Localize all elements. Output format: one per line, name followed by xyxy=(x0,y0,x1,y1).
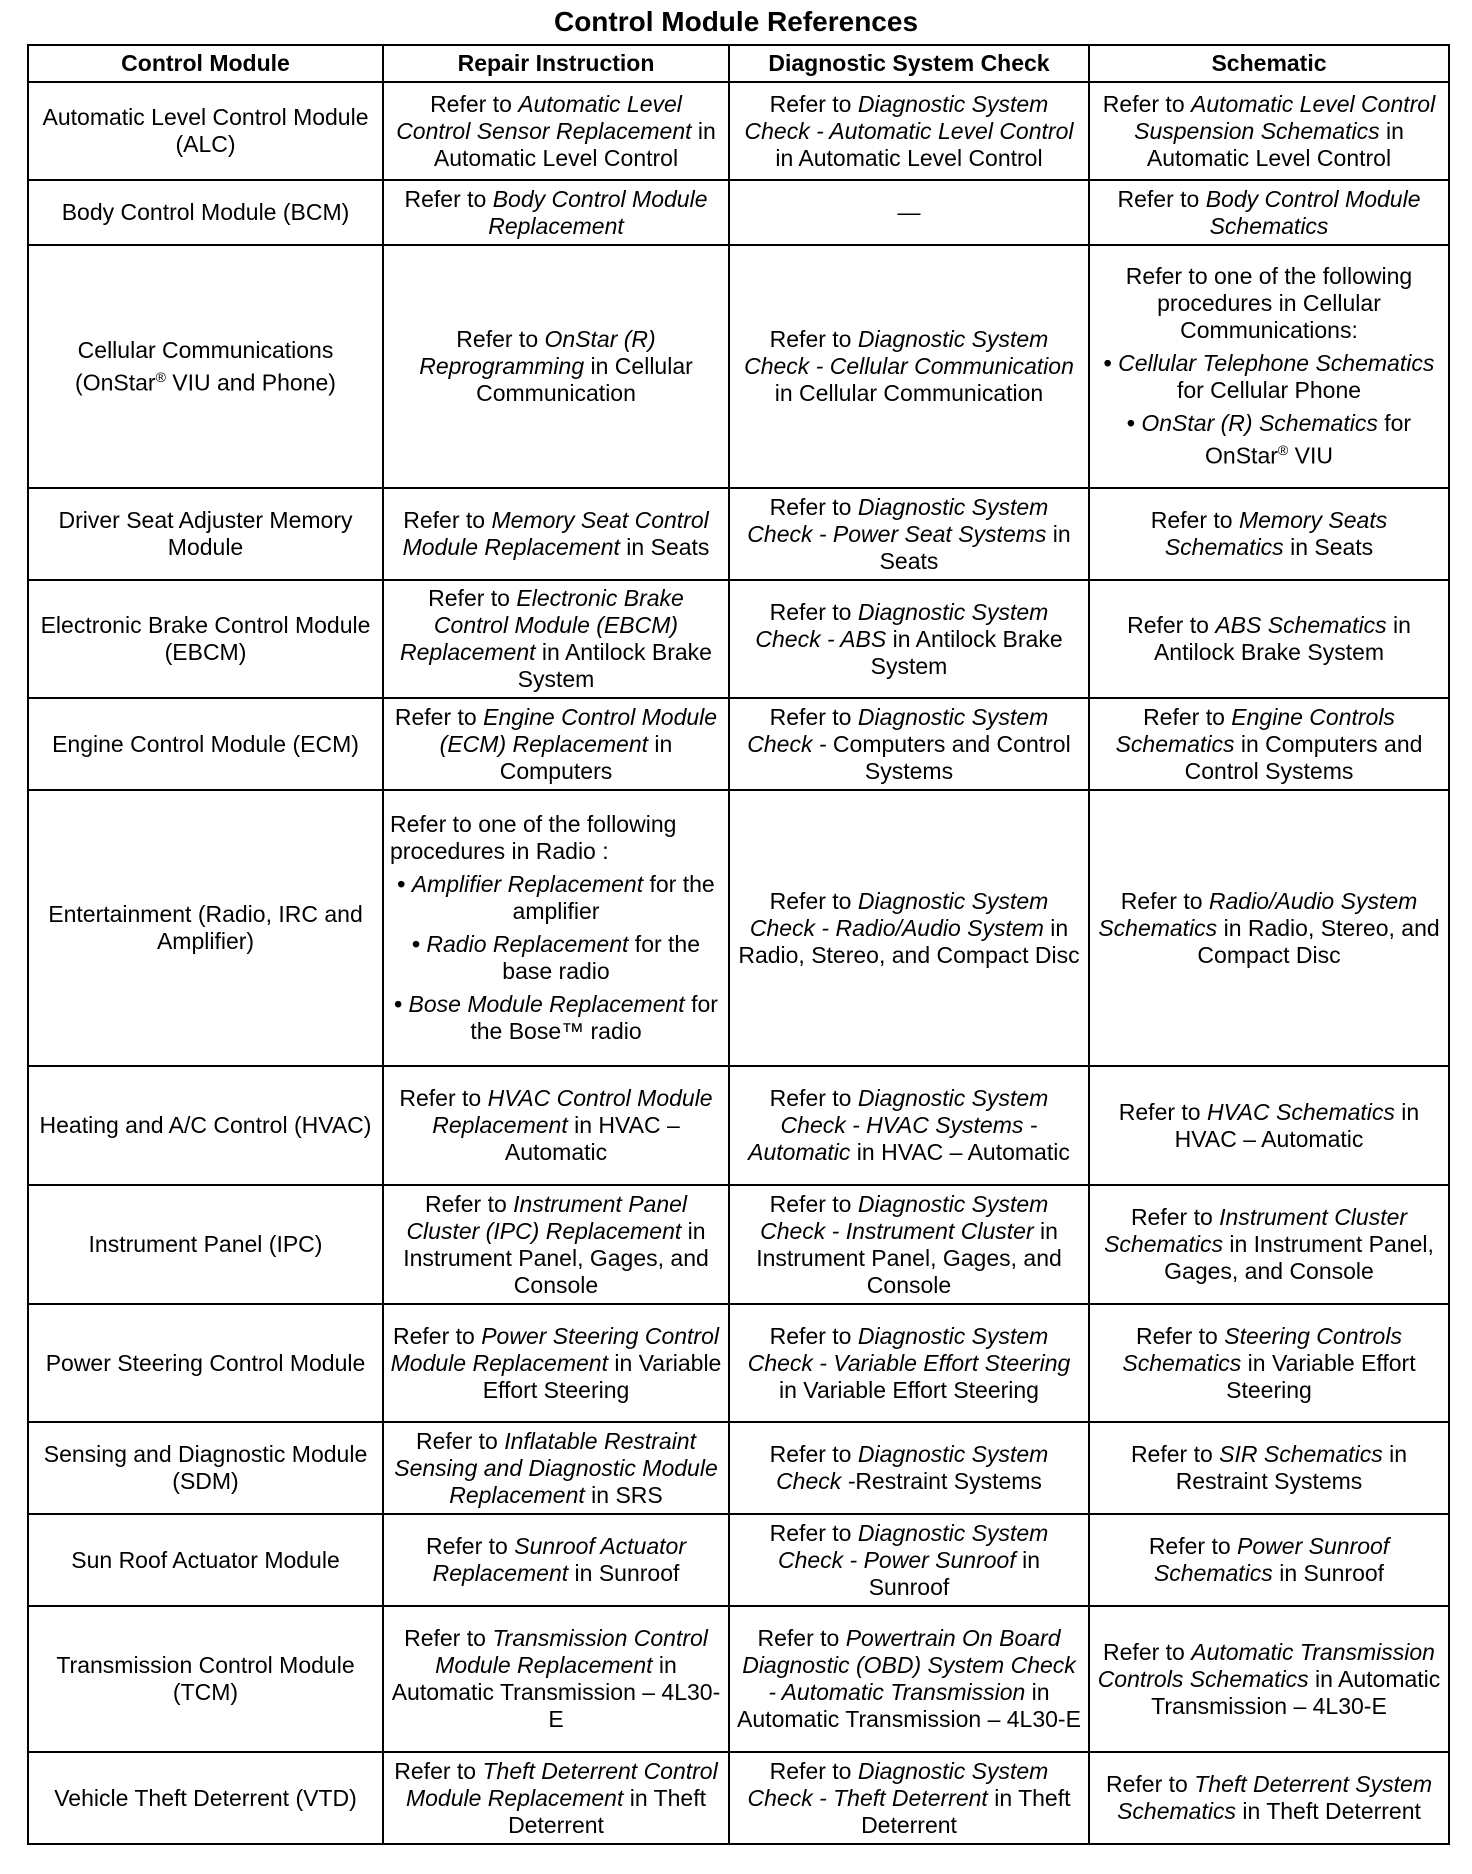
diag-cell xyxy=(729,1514,1089,1606)
reference-link-text: Bose Module Replacement xyxy=(408,991,685,1017)
reference-link-text: Memory Seats Schematics xyxy=(1164,507,1388,560)
module-name: VIU and Phone) xyxy=(165,369,336,396)
table-row xyxy=(28,1752,1449,1844)
diag-cell xyxy=(729,1422,1089,1514)
reference-link-text: Sunroof Actuator Replacement xyxy=(432,1533,686,1586)
module-cell xyxy=(28,488,383,580)
reference-link-text: Powertrain On Board Diagnostic (OBD) System Check - Automatic Transmission xyxy=(742,1625,1076,1705)
module-name: (OnStar xyxy=(75,369,156,396)
module-cell xyxy=(28,82,383,180)
repair-cell xyxy=(383,488,729,580)
cell-text: Refer to xyxy=(1102,90,1192,117)
list-item xyxy=(390,931,722,985)
cell-text: Refer to xyxy=(1120,887,1209,914)
cell-text: in Sunroof xyxy=(868,1546,1041,1600)
cell-text: Refer to one of the following procedures in Cellular Communications: xyxy=(1125,263,1413,344)
table-row xyxy=(28,698,1449,790)
cell-text: Refer to xyxy=(404,1625,493,1651)
cell-text: in Sunroof xyxy=(568,1560,680,1586)
cell-text: for the base radio xyxy=(502,931,701,984)
page-title: Control Module References xyxy=(553,6,919,37)
list-item xyxy=(1096,350,1442,404)
cell-text: VIU xyxy=(1288,442,1333,469)
cell-text: for OnStar xyxy=(1205,410,1412,469)
cell-text: in Sunroof xyxy=(1272,1560,1385,1586)
repair-cell xyxy=(383,1185,729,1304)
cell-text: in Automatic Transmission – 4L30-E xyxy=(1151,1665,1441,1719)
module-cell xyxy=(28,1422,383,1514)
reference-link-text: Inflatable Restraint Sensing and Diagnostic Module Replacement xyxy=(394,1427,718,1508)
cell-text: in Automatic Transmission – 4L30-E xyxy=(391,1652,721,1732)
reference-link-text: Diagnostic System Check - ABS xyxy=(755,598,1049,652)
reference-link-text: Instrument Panel Cluster (IPC) Replacement xyxy=(406,1190,688,1244)
table-row xyxy=(28,245,1449,488)
cell-text: in SRS xyxy=(584,1481,663,1508)
repair-cell xyxy=(383,1606,729,1752)
table-row xyxy=(28,1514,1449,1606)
reference-link-text: Power Steering Control Module Replacement xyxy=(390,1322,719,1376)
repair-cell xyxy=(383,580,729,698)
table-row xyxy=(28,488,1449,580)
module-cell xyxy=(28,790,383,1066)
module-name: Sun Roof Actuator Module xyxy=(71,1546,340,1573)
module-name: Entertainment (Radio, IRC and Amplifier) xyxy=(48,901,363,954)
module-name: Power Steering Control Module xyxy=(45,1349,366,1376)
diag-cell xyxy=(729,698,1089,790)
diag-cell xyxy=(729,180,1089,245)
cell-text: Refer to xyxy=(769,598,858,625)
schem-cell xyxy=(1089,1304,1449,1422)
reference-link-text: Diagnostic System Check - Radio/Audio System xyxy=(749,887,1049,941)
module-cell xyxy=(28,580,383,698)
module-cell xyxy=(28,245,383,488)
reference-link-text: Steering Controls Schematics xyxy=(1122,1322,1402,1376)
cell-text: Refer to xyxy=(1103,1638,1192,1665)
cell-text: Refer to xyxy=(769,1441,858,1467)
list-item xyxy=(390,871,722,925)
diag-cell xyxy=(729,790,1089,1066)
diag-cell xyxy=(729,1752,1089,1844)
cell-text: in HVAC – Automatic xyxy=(850,1139,1070,1165)
module-cell xyxy=(28,1066,383,1185)
cell-text: in Instrument Panel, Gages, and Console xyxy=(403,1217,709,1298)
cell-text: Refer to xyxy=(769,90,858,117)
reference-link-text: ABS Schematics xyxy=(1215,612,1387,638)
cell-text: in HVAC – Automatic xyxy=(1174,1098,1420,1152)
reference-link-text: Body Control Module Replacement xyxy=(488,185,708,239)
cell-text: Refer to one of the following procedures in Radio : xyxy=(390,811,677,864)
bullet-icon: • xyxy=(1103,350,1112,377)
registered-mark: ® xyxy=(1277,442,1289,459)
cell-text: Refer to xyxy=(430,90,519,117)
table-row xyxy=(28,1066,1449,1185)
cell-text: Restraint Systems xyxy=(855,1468,1042,1494)
cell-text: in Antilock Brake System xyxy=(870,625,1063,679)
repair-cell xyxy=(383,698,729,790)
module-name: Cellular Communications xyxy=(77,336,334,363)
diag-cell xyxy=(729,580,1089,698)
cell-text: Refer to xyxy=(757,1625,846,1651)
reference-link-text: Transmission Control Module Replacement xyxy=(435,1625,708,1678)
module-cell xyxy=(28,1304,383,1422)
reference-link-text: Diagnostic System Check - xyxy=(776,1441,1049,1494)
cell-text: Refer to xyxy=(1136,1322,1225,1349)
cell-text: Refer to xyxy=(403,507,492,533)
cell-text: Refer to xyxy=(428,585,517,611)
cell-text: Refer to xyxy=(769,703,858,730)
cell-text: Refer to xyxy=(769,887,858,914)
empty-dash: — xyxy=(897,199,921,225)
cell-text: in Variable Effort Steering xyxy=(482,1349,722,1403)
reference-link-text: Diagnostic System Check - Power Seat Systems xyxy=(747,493,1049,547)
reference-link-text: HVAC Schematics xyxy=(1207,1098,1395,1125)
reference-link-text: Theft Deterrent Control Module Replacement xyxy=(405,1757,718,1811)
cell-text: Refer to xyxy=(424,1190,514,1217)
cell-text: Refer to xyxy=(394,703,484,730)
cell-text: in Restraint Systems xyxy=(1175,1441,1408,1494)
reference-link-text: OnStar (R) Schematics xyxy=(1141,410,1378,437)
repair-cell xyxy=(383,245,729,488)
diag-cell xyxy=(729,1185,1089,1304)
cell-text: Refer to xyxy=(416,1427,505,1454)
reference-link-text: Diagnostic System Check - Power Sunroof xyxy=(777,1519,1049,1573)
cell-text: Refer to xyxy=(456,326,545,352)
reference-link-text: Diagnostic System Check - Instrument Cluster xyxy=(760,1190,1049,1244)
cell-text: Refer to xyxy=(426,1533,515,1559)
cell-text: in Cellular Communication xyxy=(476,353,693,406)
cell-text: in Theft Deterrent xyxy=(861,1784,1071,1838)
cell-text: Refer to xyxy=(769,1757,858,1784)
reference-link-text: HVAC Control Module Replacement xyxy=(432,1085,713,1138)
bullet-icon: • xyxy=(411,931,421,957)
header-repair-instruction: Repair Instruction xyxy=(383,45,729,82)
bullet-list xyxy=(390,871,722,1045)
cell-text: in Theft Deterrent xyxy=(508,1784,707,1838)
cell-text: Refer to xyxy=(392,1322,482,1349)
cell-text: Refer to xyxy=(1148,1533,1238,1559)
module-name: Vehicle Theft Deterrent (VTD) xyxy=(54,1784,357,1811)
module-cell xyxy=(28,1185,383,1304)
cell-text: Refer to xyxy=(1118,1098,1207,1125)
reference-link-text: Electronic Brake Control Module (EBCM) Replacement xyxy=(400,585,684,665)
diag-cell xyxy=(729,1304,1089,1422)
repair-cell xyxy=(383,1422,729,1514)
repair-cell xyxy=(383,82,729,180)
reference-link-text: Automatic Transmission Controls Schematics xyxy=(1097,1638,1435,1692)
cell-text: Refer to xyxy=(1130,1204,1220,1230)
repair-cell xyxy=(383,1304,729,1422)
module-name: Electronic Brake Control Module (EBCM) xyxy=(40,612,371,665)
cell-text: Refer to xyxy=(399,1085,488,1111)
reference-link-text: Engine Controls Schematics xyxy=(1115,703,1395,757)
cell-text: Refer to xyxy=(769,493,858,520)
cell-text: Refer to xyxy=(1127,612,1216,638)
cell-text: in Automatic Level Control xyxy=(433,117,716,171)
cell-text: in Cellular Communication xyxy=(774,380,1044,406)
table-row xyxy=(28,1422,1449,1514)
list-item xyxy=(390,991,722,1045)
schem-cell xyxy=(1089,245,1449,488)
schem-cell xyxy=(1089,698,1449,790)
module-cell xyxy=(28,1514,383,1606)
cell-text: in Automatic Transmission – 4L30-E xyxy=(737,1679,1081,1732)
reference-link-text: Diagnostic System Check - Variable Effort Steering xyxy=(747,1322,1071,1376)
cell-text: in Radio, Stereo, and Compact Disc xyxy=(738,914,1080,968)
cell-text: in HVAC – Automatic xyxy=(504,1112,680,1165)
reference-link-text: Body Control Module Schematics xyxy=(1205,185,1421,239)
cell-text: in Seats xyxy=(879,520,1071,574)
module-name: Body Control Module (BCM) xyxy=(61,199,350,225)
reference-link-text: Engine Control Module (ECM) Replacement xyxy=(439,703,718,757)
module-name: Sensing and Diagnostic Module (SDM) xyxy=(43,1441,368,1494)
reference-link-text: Diagnostic System Check - xyxy=(747,703,1049,757)
cell-text: Refer to xyxy=(1117,185,1206,212)
schem-cell xyxy=(1089,82,1449,180)
table-row xyxy=(28,790,1449,1066)
cell-text: in Seats xyxy=(619,534,710,560)
reference-link-text: Cellular Telephone Schematics xyxy=(1118,350,1435,377)
cell-text: Refer to xyxy=(394,1757,483,1784)
table-row xyxy=(28,1185,1449,1304)
repair-cell xyxy=(383,180,729,245)
cell-text: in Antilock Brake System xyxy=(1153,612,1411,665)
cell-text: in Automatic Level Control xyxy=(775,144,1043,171)
bullet-list xyxy=(1096,350,1442,470)
module-name: Engine Control Module (ECM) xyxy=(52,730,359,757)
cell-text: Refer to xyxy=(1143,703,1232,730)
schem-cell xyxy=(1089,180,1449,245)
table-row xyxy=(28,82,1449,180)
cell-text: Refer to xyxy=(1106,1771,1195,1797)
diag-cell xyxy=(729,488,1089,580)
cell-text: in Theft Deterrent xyxy=(1235,1798,1421,1824)
reference-link-text: Diagnostic System Check - Automatic Level Control xyxy=(744,90,1074,144)
schem-cell xyxy=(1089,1514,1449,1606)
cell-text: Refer to xyxy=(769,1322,858,1349)
cell-text: Computers and Control Systems xyxy=(826,730,1071,784)
schem-cell xyxy=(1089,1422,1449,1514)
reference-link-text: Theft Deterrent System Schematics xyxy=(1117,1771,1432,1824)
cell-text: Refer to xyxy=(769,1519,858,1546)
diag-cell xyxy=(729,1606,1089,1752)
diag-cell xyxy=(729,245,1089,488)
reference-link-text: Automatic Level Control Sensor Replacement xyxy=(396,90,692,144)
header-schematic: Schematic xyxy=(1089,45,1449,82)
header-control-module: Control Module xyxy=(28,45,383,82)
cell-text: Refer to xyxy=(1130,1441,1220,1467)
reference-link-text: Radio/Audio System Schematics xyxy=(1098,887,1418,941)
diag-cell xyxy=(729,1066,1089,1185)
cell-text: Refer to xyxy=(404,185,493,212)
table-row xyxy=(28,580,1449,698)
cell-text: in Variable Effort Steering xyxy=(779,1376,1039,1403)
module-name: Heating and A/C Control (HVAC) xyxy=(39,1112,372,1138)
module-name: Instrument Panel (IPC) xyxy=(88,1231,323,1257)
cell-text: in Automatic Level Control xyxy=(1146,117,1404,171)
cell-text: for the Bose™ radio xyxy=(470,991,718,1044)
cell-text: Refer to xyxy=(769,1085,858,1111)
cell-text: Refer to xyxy=(1150,507,1239,533)
module-name: Driver Seat Adjuster Memory Module xyxy=(58,507,353,560)
cell-text: in Instrument Panel, Gages, and Console xyxy=(756,1217,1062,1298)
cell-text: for Cellular Phone xyxy=(1176,377,1362,404)
reference-link-text: Memory Seat Control Module Replacement xyxy=(402,507,709,560)
schem-cell xyxy=(1089,1752,1449,1844)
reference-link-text: SIR Schematics xyxy=(1219,1441,1383,1467)
registered-mark: ® xyxy=(155,368,166,385)
reference-link-text: OnStar (R) Reprogramming xyxy=(419,326,656,379)
reference-link-text: Automatic Level Control Suspension Schematics xyxy=(1134,90,1436,144)
module-cell xyxy=(28,1752,383,1844)
schem-cell xyxy=(1089,1606,1449,1752)
header-diagnostic-system-check: Diagnostic System Check xyxy=(729,45,1089,82)
reference-link-text: Amplifier Replacement xyxy=(411,871,644,897)
schem-cell xyxy=(1089,1185,1449,1304)
reference-link-text: Instrument Cluster Schematics xyxy=(1104,1204,1408,1257)
table-row xyxy=(28,1606,1449,1752)
repair-cell xyxy=(383,790,729,1066)
bullet-icon: • xyxy=(394,991,403,1017)
cell-text: in Computers and Control Systems xyxy=(1184,730,1423,784)
cell-text: in Computers xyxy=(499,730,673,784)
table-header-row xyxy=(28,45,1449,82)
schem-cell xyxy=(1089,580,1449,698)
control-module-table xyxy=(27,44,1450,1845)
cell-text: in Antilock Brake System xyxy=(517,639,712,692)
table-row xyxy=(28,180,1449,245)
module-cell xyxy=(28,180,383,245)
table-row xyxy=(28,1304,1449,1422)
list-item xyxy=(1096,410,1442,470)
cell-text: in Variable Effort Steering xyxy=(1226,1349,1416,1403)
schem-cell xyxy=(1089,488,1449,580)
repair-cell xyxy=(383,1066,729,1185)
module-cell xyxy=(28,1606,383,1752)
bullet-icon: • xyxy=(1126,410,1135,437)
module-name: Automatic Level Control Module (ALC) xyxy=(42,104,369,157)
module-cell xyxy=(28,698,383,790)
module-name: Transmission Control Module (TCM) xyxy=(56,1652,355,1705)
cell-text: in Radio, Stereo, and Compact Disc xyxy=(1197,914,1440,968)
repair-cell xyxy=(383,1514,729,1606)
cell-text: for the amplifier xyxy=(512,871,715,924)
bullet-icon: • xyxy=(397,871,406,897)
diag-cell xyxy=(729,82,1089,180)
schem-cell xyxy=(1089,790,1449,1066)
cell-text: Refer to xyxy=(769,326,858,352)
cell-text: in Instrument Panel, Gages, and Console xyxy=(1164,1231,1434,1284)
reference-link-text: Power Sunroof Schematics xyxy=(1153,1533,1390,1586)
reference-link-text: Diagnostic System Check - Theft Deterrent xyxy=(747,1757,1049,1811)
reference-link-text: Radio Replacement xyxy=(426,931,629,957)
reference-link-text: Diagnostic System Check - HVAC Systems - Automatic xyxy=(748,1085,1049,1165)
schem-cell xyxy=(1089,1066,1449,1185)
repair-cell xyxy=(383,1752,729,1844)
cell-text: Refer to xyxy=(769,1190,858,1217)
cell-text: in Seats xyxy=(1283,534,1374,560)
reference-link-text: Diagnostic System Check - Cellular Communication xyxy=(744,326,1074,379)
